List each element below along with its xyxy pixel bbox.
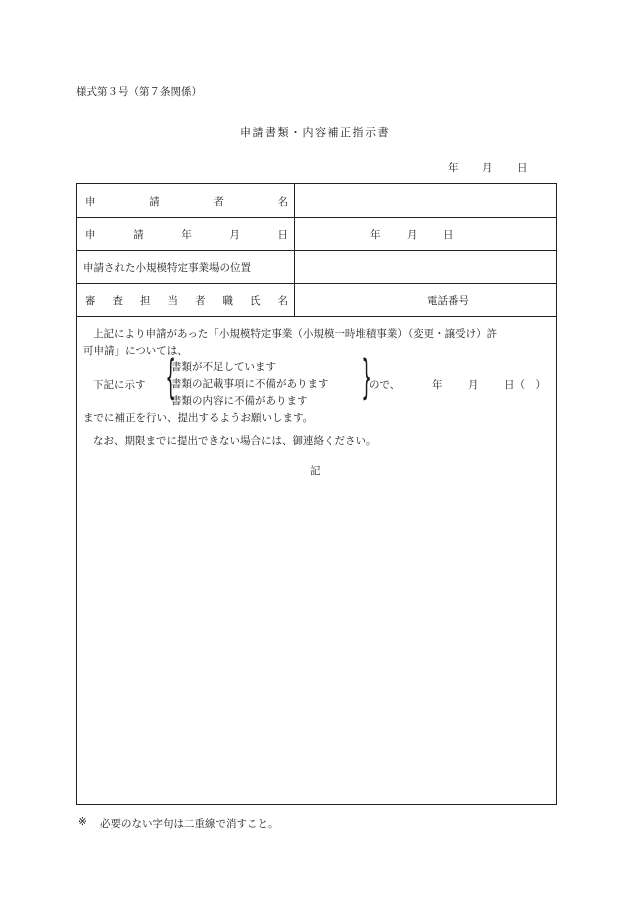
- option-missing-docs: 書類が不足しています: [171, 361, 276, 373]
- examiner-label: 審 査 担 当 者 職 氏 名: [85, 295, 288, 307]
- form-number: 様式第３号（第７条関係）: [76, 86, 202, 98]
- application-month-label: 月: [407, 229, 418, 241]
- date-day-label: 日: [517, 162, 528, 174]
- body-line-1: 上記により申請があった「小規模特定事業（小規模一時堆積事業）（変更・譲受け）許: [93, 328, 498, 340]
- body-line-5: なお、期限までに提出できない場合には、御連絡ください。: [93, 435, 377, 447]
- column-divider: [294, 184, 295, 317]
- application-day-label: 日: [443, 229, 454, 241]
- ki-heading: 記: [310, 465, 321, 477]
- body-line-4: までに補正を行い、提出するようお願いします。: [83, 412, 314, 424]
- phone-number-label: 電話番号: [427, 295, 469, 307]
- application-year-label: 年: [370, 229, 381, 241]
- date-month-label: 月: [482, 162, 493, 174]
- footnote-text: 必要のない字句は二重線で消すこと。: [100, 818, 279, 830]
- deadline-year-label: 年: [432, 379, 443, 391]
- deadline-month-label: 月: [468, 379, 479, 391]
- body-prefix: 下記に示す: [93, 379, 146, 391]
- row-divider: [77, 250, 556, 251]
- option-content-defect: 書類の内容に不備があります: [171, 395, 308, 407]
- left-brace: {: [165, 350, 176, 404]
- row-divider: [77, 316, 556, 317]
- row-divider: [77, 283, 556, 284]
- deadline-day-label: 日（ ）: [504, 379, 546, 391]
- row-divider: [77, 217, 556, 218]
- site-location-label: 申請された小規模特定事業場の位置: [83, 262, 251, 274]
- right-brace: }: [361, 350, 372, 404]
- application-date-label: 申 請 年 月 日: [85, 229, 288, 241]
- option-entry-defect: 書類の記載事項に不備があります: [171, 378, 329, 390]
- body-line-2: 可申請」については、: [83, 345, 188, 357]
- date-year-label: 年: [448, 162, 459, 174]
- document-title: 申請書類・内容補正指示書: [240, 126, 390, 139]
- applicant-name-label: 申 請 者 名: [85, 196, 288, 208]
- body-suffix: ので、: [369, 379, 401, 391]
- footnote-mark: ※: [78, 816, 87, 828]
- form-table: [76, 183, 557, 805]
